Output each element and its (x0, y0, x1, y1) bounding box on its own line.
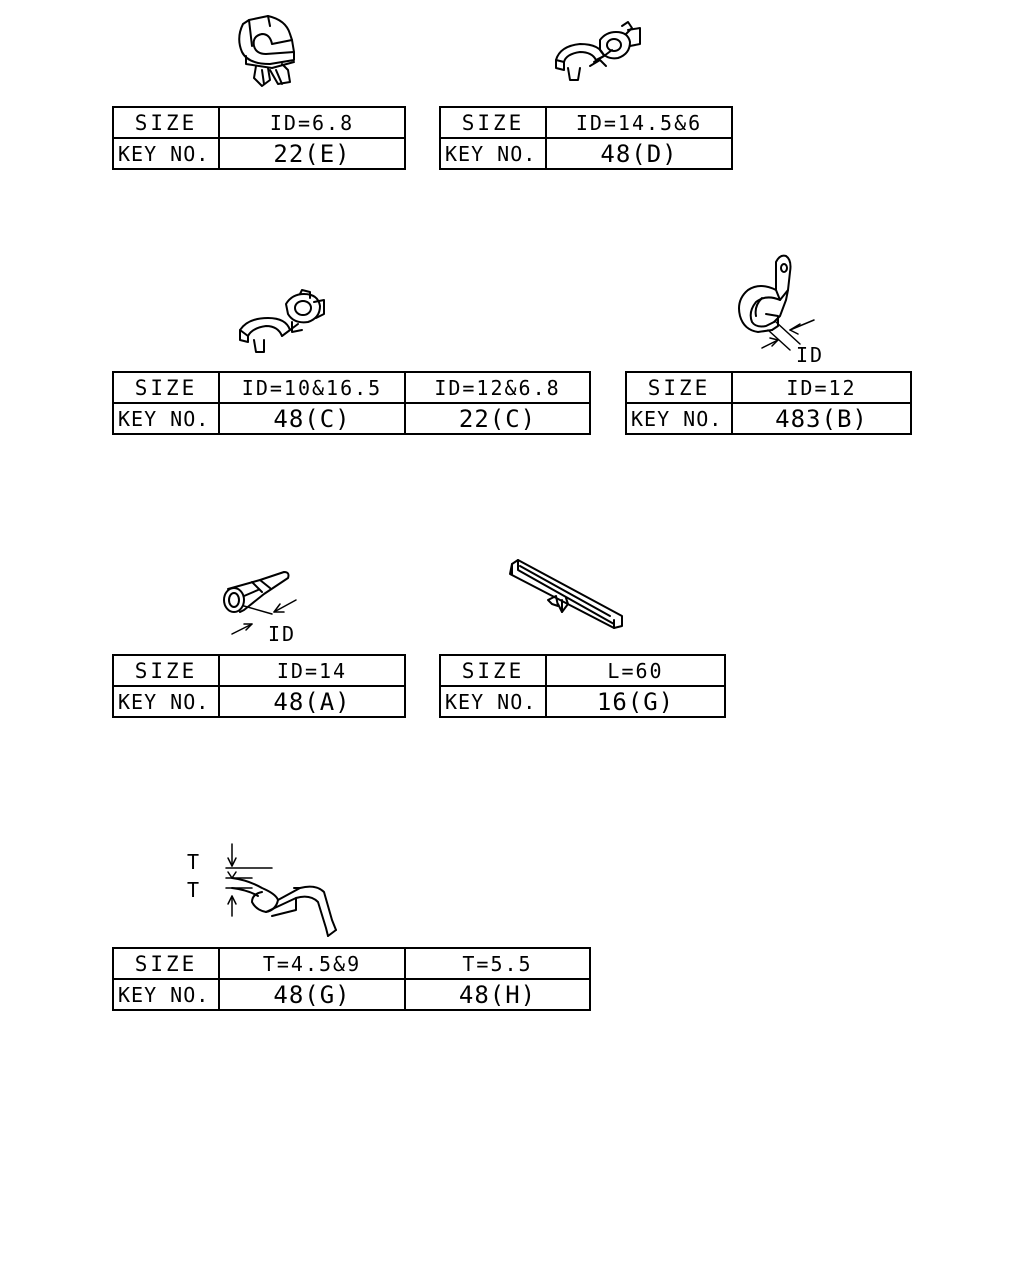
spec-table-48c-22c (112, 371, 591, 435)
size-row (113, 948, 590, 979)
key-header: KEY NO. (440, 686, 546, 717)
key-value: 16(G) (546, 686, 725, 717)
size-header: SIZE (440, 107, 546, 138)
spec-table-48g-48h (112, 947, 591, 1011)
size-header: SIZE (440, 655, 546, 686)
key-value: 48(A) (219, 686, 405, 717)
push-clip-illustration (239, 16, 294, 86)
size-value: ID=10&16.5 (219, 372, 405, 403)
spring-clip-illustration (232, 878, 336, 936)
id-label-b: ID (796, 343, 825, 367)
key-header: KEY NO. (113, 686, 219, 717)
key-row (113, 686, 405, 717)
key-header: KEY NO. (113, 979, 219, 1010)
size-row (113, 107, 405, 138)
key-row (626, 403, 911, 434)
key-header: KEY NO. (113, 403, 219, 434)
size-value: T=4.5&9 (219, 948, 405, 979)
size-row (626, 372, 911, 403)
size-row (440, 655, 725, 686)
key-row (440, 686, 725, 717)
key-value: 22(E) (219, 138, 405, 169)
size-row (113, 655, 405, 686)
key-value: 22(C) (405, 403, 590, 434)
size-value: T=5.5 (405, 948, 590, 979)
key-value: 483(B) (732, 403, 911, 434)
key-header: KEY NO. (113, 138, 219, 169)
spec-table-16g (439, 654, 726, 718)
spec-table-22e (112, 106, 406, 170)
key-row (440, 138, 732, 169)
bracket-clip-illustration (739, 256, 791, 332)
spec-table-48a (112, 654, 406, 718)
size-value: ID=12&6.8 (405, 372, 590, 403)
size-value: ID=6.8 (219, 107, 405, 138)
spec-table-483b (625, 371, 912, 435)
size-header: SIZE (113, 655, 219, 686)
double-clip-d-illustration (556, 22, 640, 80)
t-label-lower: T (187, 878, 202, 902)
t-dimension (226, 844, 272, 916)
t-label-upper: T (187, 850, 202, 874)
size-row (113, 372, 590, 403)
size-row (440, 107, 732, 138)
key-header: KEY NO. (440, 138, 546, 169)
double-clip-c-illustration (240, 290, 324, 352)
key-row (113, 138, 405, 169)
key-header: KEY NO. (626, 403, 732, 434)
key-row (113, 979, 590, 1010)
key-value: 48(H) (405, 979, 590, 1010)
key-value: 48(G) (219, 979, 405, 1010)
key-row (113, 403, 590, 434)
id-label-a: ID (268, 622, 297, 646)
key-value: 48(C) (219, 403, 405, 434)
size-header: SIZE (113, 372, 219, 403)
size-value: ID=14.5&6 (546, 107, 732, 138)
key-value: 48(D) (546, 138, 732, 169)
size-header: SIZE (113, 107, 219, 138)
size-value: ID=14 (219, 655, 405, 686)
size-header: SIZE (626, 372, 732, 403)
spec-table-48d (439, 106, 733, 170)
size-header: SIZE (113, 948, 219, 979)
size-value: L=60 (546, 655, 725, 686)
bar-clip-illustration (510, 560, 622, 628)
size-value: ID=12 (732, 372, 911, 403)
